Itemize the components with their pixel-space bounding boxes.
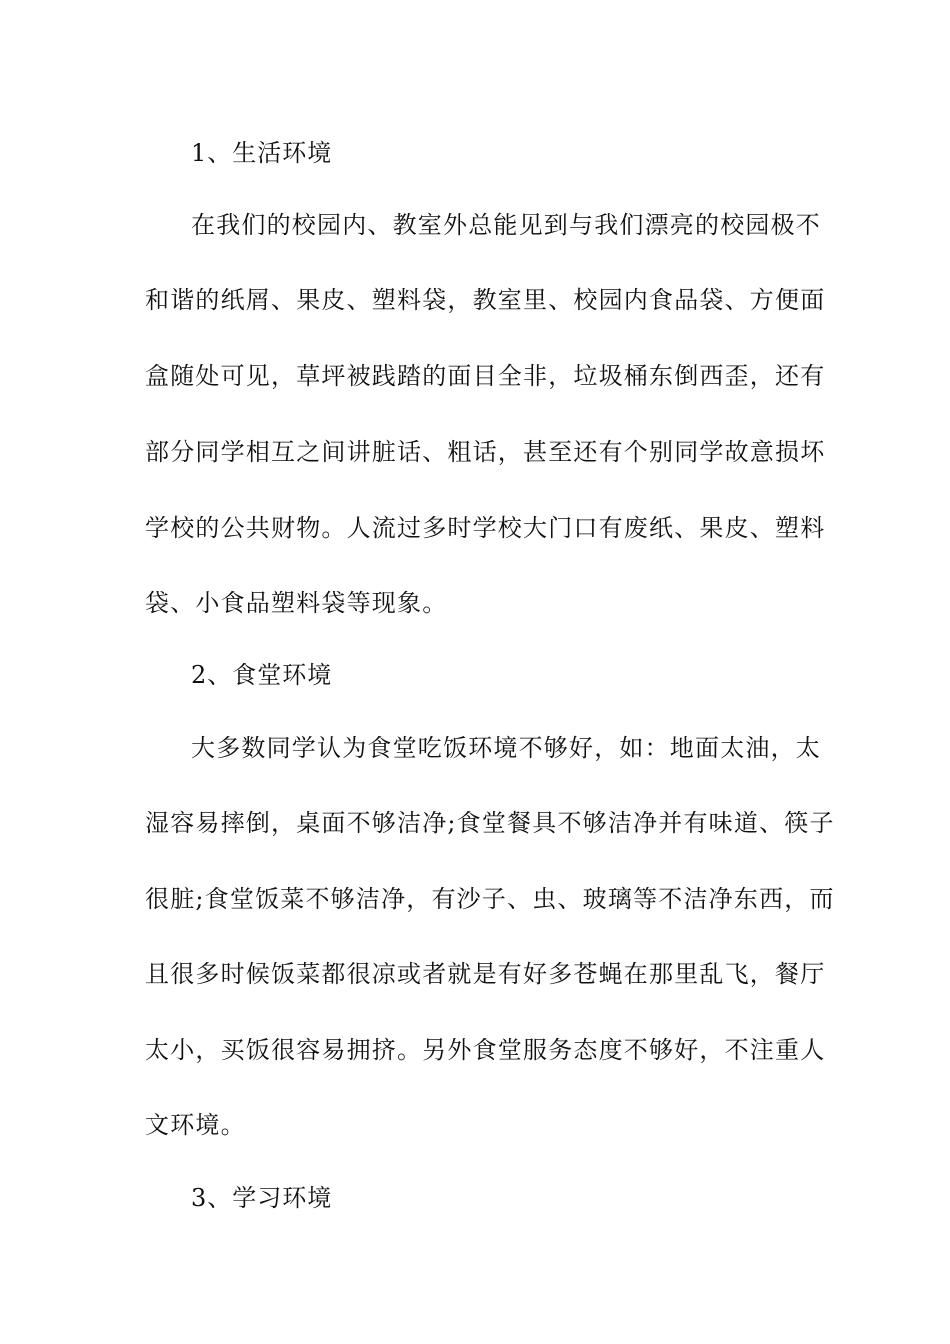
paragraph-line: 学校的公共财物。人流过多时学校大门口有废纸、果皮、塑料 <box>145 514 826 542</box>
paragraph-line: 部分同学相互之间讲脏话、粗话，甚至还有个别同学故意损坏 <box>145 438 826 466</box>
paragraph-line: 大多数同学认为食堂吃饭环境不够好，如：地面太油，太 <box>191 734 821 762</box>
section-heading: 2、食堂环境 <box>191 661 333 689</box>
paragraph-line: 湿容易摔倒，桌面不够洁净;食堂餐具不够洁净并有味道、筷子 <box>145 809 835 837</box>
paragraph-line: 在我们的校园内、教室外总能见到与我们漂亮的校园极不 <box>191 211 821 239</box>
paragraph-line: 且很多时候饭菜都很凉或者就是有好多苍蝇在那里乱飞，餐厅 <box>145 960 826 988</box>
paragraph-line: 很脏;食堂饭菜不够洁净，有沙子、虫、玻璃等不洁净东西，而 <box>145 885 835 913</box>
paragraph-line: 太小，买饭很容易拥挤。另外食堂服务态度不够好，不注重人 <box>145 1036 826 1064</box>
paragraph-line: 和谐的纸屑、果皮、塑料袋，教室里、校园内食品袋、方便面 <box>145 286 826 314</box>
section-heading: 1、生活环境 <box>191 139 333 167</box>
paragraph-line: 盒随处可见，草坪被践踏的面目全非，垃圾桶东倒西歪，还有 <box>145 362 826 390</box>
paragraph-line: 袋、小食品塑料袋等现象。 <box>145 589 448 617</box>
paragraph-line: 文环境。 <box>145 1111 246 1139</box>
section-heading: 3、学习环境 <box>191 1184 333 1212</box>
